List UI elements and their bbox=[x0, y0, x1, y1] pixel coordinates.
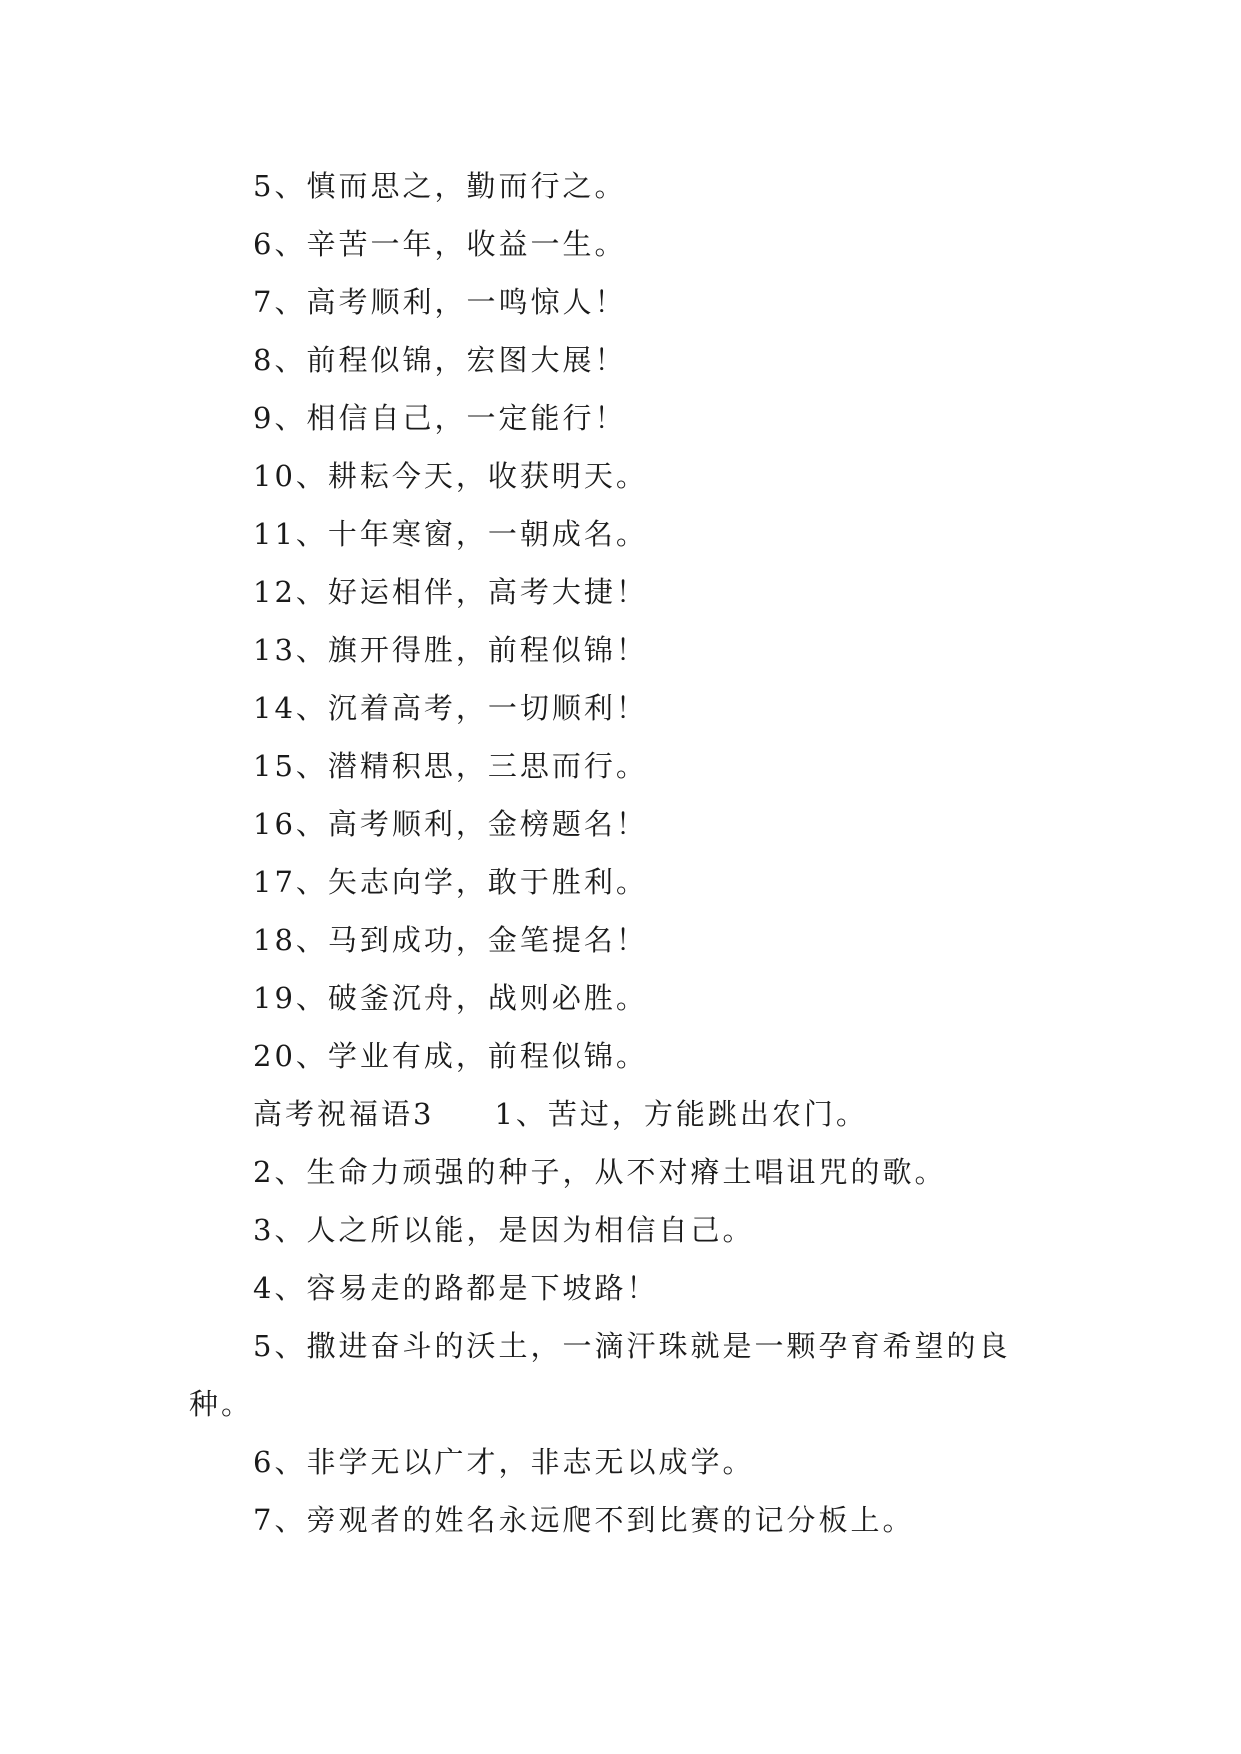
list-item: 10、耕耘今天，收获明天。 bbox=[253, 459, 648, 493]
list-item: 2、生命力顽强的种子，从不对瘠土唱诅咒的歌。 bbox=[253, 1155, 947, 1189]
list-item: 14、沉着高考，一切顺利！ bbox=[253, 691, 648, 725]
list-item: 5、慎而思之，勤而行之。 bbox=[253, 169, 627, 203]
list-item: 4、容易走的路都是下坡路！ bbox=[253, 1271, 659, 1305]
list-item: 16、高考顺利，金榜题名！ bbox=[253, 807, 648, 841]
list-item: 1、苦过，方能跳出农门。 bbox=[494, 1097, 868, 1131]
list-item-wrapped: 5、撒进奋斗的沃土，一滴汗珠就是一颗孕育希望的良种。 bbox=[189, 1329, 1011, 1421]
list-item: 7、旁观者的姓名永远爬不到比赛的记分板上。 bbox=[253, 1503, 915, 1537]
list-item: 7、高考顺利，一鸣惊人！ bbox=[253, 285, 627, 319]
section-heading: 高考祝福语3 bbox=[253, 1097, 435, 1131]
list-item: 15、潜精积思，三思而行。 bbox=[253, 749, 648, 783]
list-item: 19、破釜沉舟，战则必胜。 bbox=[253, 981, 648, 1015]
list-item: 3、人之所以能，是因为相信自己。 bbox=[253, 1213, 755, 1247]
list-item: 17、矢志向学，敢于胜利。 bbox=[253, 865, 648, 899]
list-item: 8、前程似锦，宏图大展！ bbox=[253, 343, 627, 377]
list-item: 6、辛苦一年，收益一生。 bbox=[253, 227, 627, 261]
list-item: 6、非学无以广才，非志无以成学。 bbox=[253, 1445, 755, 1479]
document-body bbox=[189, 157, 1059, 1549]
list-item: 11、十年寒窗，一朝成名。 bbox=[253, 517, 648, 551]
section-heading-line bbox=[189, 1085, 1059, 1143]
list-item: 13、旗开得胜，前程似锦！ bbox=[253, 633, 648, 667]
list-item: 9、相信自己，一定能行！ bbox=[253, 401, 627, 435]
list-item: 18、马到成功，金笔提名！ bbox=[253, 923, 648, 957]
list-item: 20、学业有成，前程似锦。 bbox=[253, 1039, 648, 1073]
list-item: 12、好运相伴，高考大捷！ bbox=[253, 575, 648, 609]
